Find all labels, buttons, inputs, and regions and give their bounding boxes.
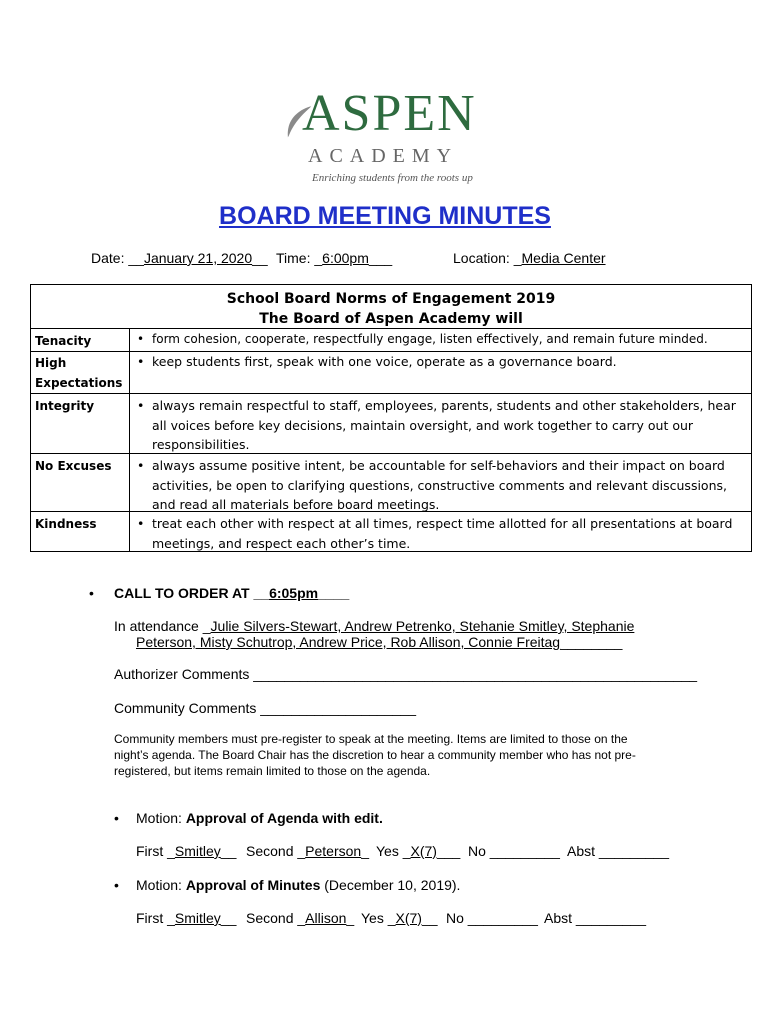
attendance-cont <box>136 634 622 651</box>
second-value: Peterson <box>305 843 362 859</box>
date-label: Date: __ <box>91 250 144 266</box>
motion-rest: (December 10, 2019). <box>320 877 461 893</box>
community-comments: Community Comments ____________________ <box>114 700 416 716</box>
authorizer-label: Authorizer Comments _ <box>114 666 262 682</box>
attendance-label: In attendance _ <box>114 618 211 634</box>
time-tail: ___ <box>368 250 393 266</box>
bullet-icon: • <box>137 332 145 346</box>
first-tail: __ <box>220 910 237 926</box>
second-label: Second _ <box>246 843 306 859</box>
logo-academy: ACADEMY <box>308 145 459 167</box>
norm-label: Tenacity <box>35 334 92 348</box>
motion-agenda <box>136 810 383 827</box>
date-tail: __ <box>252 250 268 266</box>
bullet-icon: • <box>137 398 145 413</box>
norm-text: form cohesion, cooperate, respectfully engage, listen effectively, and remain future minded. <box>152 332 708 346</box>
motion-title: Approval of Agenda with edit. <box>185 810 383 826</box>
norms-heading-line1: School Board Norms of Engagement 2019 <box>226 291 556 307</box>
aspen-academy-logo <box>280 85 490 188</box>
community-note-line: Community members must pre-register to speak at the meeting. Items are limited to those on the <box>114 732 628 746</box>
meeting-date <box>91 250 268 266</box>
attendance-line1: Julie Silvers-Stewart, Andrew Petrenko, Stehanie Smitley, Stephanie <box>210 618 635 634</box>
motion-label: Motion: <box>136 877 182 893</box>
norm-label: No Excuses <box>35 459 112 473</box>
authorizer-line: ________________________________________________________ <box>261 666 698 682</box>
first-label: First _ <box>136 843 175 859</box>
yes-label: Yes _ <box>361 910 396 926</box>
attendance <box>114 618 634 635</box>
first-tail: __ <box>220 843 237 859</box>
authorizer-comments <box>114 666 697 683</box>
page-title: BOARD MEETING MINUTES <box>219 202 551 230</box>
motion-label: Motion: <box>136 810 182 826</box>
norm-text: treat each other with respect at all times, respect time allotted for all presentations at board meetings, and respect each other’s time. <box>152 516 733 551</box>
logo-tagline: Enriching students from the roots up <box>312 172 473 184</box>
vote-second <box>246 843 369 860</box>
motion-minutes <box>136 877 460 894</box>
call-to-order-tail: ____ <box>318 585 350 601</box>
norm-label: Kindness <box>35 517 97 531</box>
norms-heading-line2: The Board of Aspen Academy will <box>259 311 523 327</box>
vote-yes <box>361 910 438 927</box>
second-tail: _ <box>346 910 355 926</box>
first-value: Smitley <box>174 910 221 926</box>
bullet-icon: • <box>89 585 94 601</box>
yes-label: Yes _ <box>376 843 411 859</box>
call-to-order-time: 6:05pm <box>269 585 319 601</box>
meeting-time <box>276 250 392 266</box>
call-to-order-label: CALL TO ORDER AT __ <box>114 585 270 601</box>
norms-row <box>31 453 751 512</box>
norm-text: always remain respectful to staff, employees, parents, students and other stakeholders, hear all voices before key decisions, maintain oversight, and work together to carry out our responsibilities. <box>152 398 736 452</box>
vote-no: No _________ <box>468 843 560 859</box>
logo-aspen: ASPEN <box>302 85 477 142</box>
norm-label: High Expectations <box>35 356 123 390</box>
community-note-line: night’s agenda. The Board Chair has the discretion to hear a community member who has not pre- <box>114 748 636 762</box>
norms-table <box>30 284 752 552</box>
first-value: Smitley <box>174 843 221 859</box>
vote-line-agenda <box>136 843 236 860</box>
second-value: Allison <box>305 910 347 926</box>
yes-tail: __ <box>421 910 438 926</box>
location-value: Media Center <box>521 250 606 266</box>
norms-row <box>31 393 751 454</box>
first-label: First _ <box>136 910 175 926</box>
community-note-line: registered, but items remain limited to those on the agenda. <box>114 764 431 778</box>
yes-value: X(7) <box>410 843 437 859</box>
norms-row <box>31 329 751 352</box>
community-note <box>114 731 636 779</box>
vote-yes <box>376 843 460 860</box>
bullet-icon: • <box>114 810 119 826</box>
time-value: 6:00pm <box>322 250 369 266</box>
call-to-order <box>114 585 349 602</box>
yes-value: X(7) <box>395 910 422 926</box>
attendance-tail: ________ <box>560 634 623 650</box>
date-value: January 21, 2020 <box>143 250 253 266</box>
time-label: Time: _ <box>276 250 323 266</box>
second-tail: _ <box>361 843 370 859</box>
second-label: Second _ <box>246 910 306 926</box>
norms-row <box>31 351 751 394</box>
bullet-icon: • <box>114 877 119 893</box>
vote-line-minutes <box>136 910 236 927</box>
vote-abst: Abst _________ <box>544 910 646 926</box>
location-label: Location: _ <box>453 250 522 266</box>
norm-text: always assume positive intent, be accountable for self-behaviors and their impact on board activities, be open to clarifying questions, constructive comments and relevant discussions, and read all materials before board meetings. <box>152 458 727 512</box>
norm-label: Integrity <box>35 399 95 413</box>
meeting-location <box>453 250 606 266</box>
vote-second <box>246 910 354 927</box>
bullet-icon: • <box>137 354 145 369</box>
norms-heading <box>31 285 751 329</box>
attendance-line2: Peterson, Misty Schutrop, Andrew Price, Rob Allison, Connie Freitag <box>136 634 561 650</box>
bullet-icon: • <box>137 458 145 473</box>
norm-text: keep students first, speak with one voice, operate as a governance board. <box>152 354 617 369</box>
motion-title: Approval of Minutes <box>185 877 321 893</box>
bullet-icon: • <box>137 516 145 531</box>
norms-row <box>31 511 751 551</box>
vote-abst: Abst _________ <box>567 843 669 859</box>
yes-tail: ___ <box>436 843 461 859</box>
vote-no: No _________ <box>446 910 538 926</box>
